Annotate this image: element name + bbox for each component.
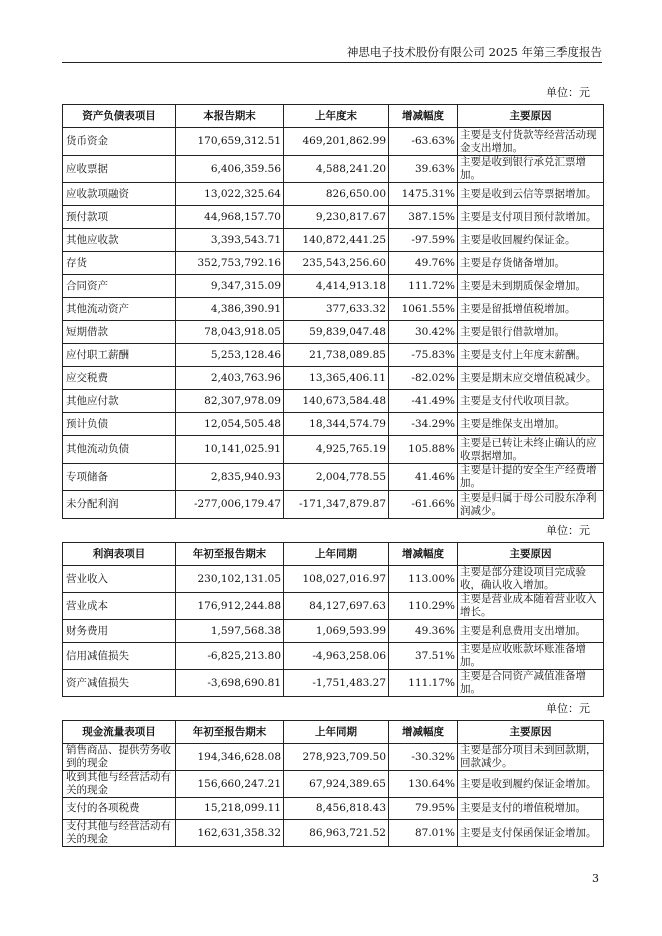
row-item-name: 短期借款 [63,321,176,344]
row-change-percent: 30.42% [389,321,458,344]
row-previous-value: 4,414,913.18 [284,275,389,298]
row-current-value: 9,347,315.09 [176,275,284,298]
row-previous-value: 18,344,574.79 [284,413,389,436]
header-reason: 主要原因 [458,543,604,566]
row-reason: 主要是期末应交增值税减少。 [458,367,604,390]
row-previous-value: 1,069,593.99 [284,620,389,643]
row-change-percent: -75.83% [389,344,458,367]
row-previous-value: 140,872,441.25 [284,229,389,252]
row-reason: 主要是支付项目预付款增加。 [458,206,604,229]
table-row [63,771,604,798]
row-current-value: 2,403,763.96 [176,367,284,390]
row-previous-value: 235,543,256.60 [284,252,389,275]
row-reason: 主要是应收账款坏账准备增加。 [458,643,604,670]
header-previous: 上年度末 [284,105,389,128]
table-row [63,206,604,229]
row-change-percent: 87.01% [389,820,458,847]
row-item-name: 预付款项 [63,206,176,229]
row-previous-value: 377,633.32 [284,298,389,321]
table-row [63,798,604,820]
row-reason: 主要是归属于母公司股东净利润减少。 [458,491,604,519]
row-previous-value: 8,456,818.43 [284,798,389,820]
cash-flow-table [62,720,604,847]
row-current-value: 2,835,940.93 [176,464,284,491]
row-item-name: 资产减值损失 [63,670,176,697]
row-reason: 主要是支付货款等经营活动现金支出增加。 [458,128,604,156]
unit-label-balance: 单位：元 [546,86,590,99]
row-current-value: -3,698,690.81 [176,670,284,697]
row-current-value: 156,660,247.21 [176,771,284,798]
row-change-percent: 387.15% [389,206,458,229]
row-reason: 主要是收回履约保证金。 [458,229,604,252]
row-current-value: 5,253,128.46 [176,344,284,367]
row-change-percent: 111.17% [389,670,458,697]
row-previous-value: 469,201,862.99 [284,128,389,156]
row-reason: 主要是银行借款增加。 [458,321,604,344]
header-change: 增减幅度 [389,543,458,566]
header-reason: 主要原因 [458,721,604,744]
row-item-name: 财务费用 [63,620,176,643]
row-previous-value: 84,127,697.63 [284,593,389,620]
table-row [63,491,604,519]
table-row [63,321,604,344]
row-reason: 主要是留抵增值税增加。 [458,298,604,321]
row-previous-value: -171,347,879.87 [284,491,389,519]
row-item-name: 营业收入 [63,566,176,593]
row-item-name: 支付的各项税费 [63,798,176,820]
row-reason: 主要是部分建设项目完成验收，确认收入增加。 [458,566,604,593]
row-change-percent: -34.29% [389,413,458,436]
row-previous-value: 278,923,709.50 [284,744,389,771]
row-change-percent: -82.02% [389,367,458,390]
row-previous-value: 13,365,406.11 [284,367,389,390]
row-previous-value: -1,751,483.27 [284,670,389,697]
row-reason: 主要是计提的安全生产经费增加。 [458,464,604,491]
table-row [63,252,604,275]
row-change-percent: 49.76% [389,252,458,275]
unit-label-cashflow: 单位：元 [546,702,590,715]
row-change-percent: 130.64% [389,771,458,798]
row-previous-value: 108,027,016.97 [284,566,389,593]
row-change-percent: 39.63% [389,156,458,183]
row-item-name: 其他应付款 [63,390,176,413]
table-row [63,593,604,620]
row-change-percent: -41.49% [389,390,458,413]
unit-label-income: 单位：元 [546,524,590,537]
row-change-percent: 79.95% [389,798,458,820]
row-current-value: 3,393,543.71 [176,229,284,252]
row-item-name: 合同资产 [63,275,176,298]
header-item: 利润表项目 [63,543,176,566]
row-current-value: 13,022,325.64 [176,183,284,206]
row-item-name: 信用减值损失 [63,643,176,670]
row-current-value: 10,141,025.91 [176,436,284,464]
table-row [63,670,604,697]
row-change-percent: 1061.55% [389,298,458,321]
row-item-name: 销售商品、提供劳务收到的现金 [63,744,176,771]
table-row [63,344,604,367]
row-change-percent: 110.29% [389,593,458,620]
row-current-value: 162,631,358.32 [176,820,284,847]
row-reason: 主要是维保支出增加。 [458,413,604,436]
table-row [63,390,604,413]
table-row [63,413,604,436]
row-change-percent: -63.63% [389,128,458,156]
header-previous: 上年同期 [284,721,389,744]
row-reason: 主要是收到银行承兑汇票增加。 [458,156,604,183]
row-item-name: 其他流动负债 [63,436,176,464]
row-current-value: 82,307,978.09 [176,390,284,413]
row-reason: 主要是存货储备增加。 [458,252,604,275]
row-current-value: 352,753,792.16 [176,252,284,275]
table-row [63,620,604,643]
row-item-name: 营业成本 [63,593,176,620]
report-header-title: 神思电子技术股份有限公司 2025 年第三季度报告 [346,45,602,59]
row-reason: 主要是支付代收项目款。 [458,390,604,413]
table-row [63,643,604,670]
row-reason: 主要是合同资产减值准备增加。 [458,670,604,697]
page-number: 3 [592,872,599,885]
row-previous-value: 826,650.00 [284,183,389,206]
header-divider [62,62,602,63]
table-row [63,566,604,593]
row-item-name: 专项储备 [63,464,176,491]
table-header-row [63,105,604,128]
row-change-percent: 113.00% [389,566,458,593]
row-change-percent: 37.51% [389,643,458,670]
row-previous-value: 140,673,584.48 [284,390,389,413]
row-change-percent: -61.66% [389,491,458,519]
row-change-percent: -30.32% [389,744,458,771]
row-item-name: 未分配利润 [63,491,176,519]
header-reason: 主要原因 [458,105,604,128]
row-previous-value: 9,230,817.67 [284,206,389,229]
row-change-percent: 1475.31% [389,183,458,206]
header-change: 增减幅度 [389,105,458,128]
row-current-value: 176,912,244.88 [176,593,284,620]
table-row [63,156,604,183]
row-item-name: 预计负债 [63,413,176,436]
row-reason: 主要是利息费用支出增加。 [458,620,604,643]
table-row [63,367,604,390]
row-previous-value: 4,588,241.20 [284,156,389,183]
row-item-name: 存货 [63,252,176,275]
row-item-name: 支付其他与经营活动有关的现金 [63,820,176,847]
row-item-name: 应收票据 [63,156,176,183]
row-item-name: 货币资金 [63,128,176,156]
row-item-name: 其他应收款 [63,229,176,252]
row-current-value: 78,043,918.05 [176,321,284,344]
table-row [63,128,604,156]
row-reason: 主要是支付上年度末薪酬。 [458,344,604,367]
row-current-value: 4,386,390.91 [176,298,284,321]
table-row [63,183,604,206]
row-current-value: 6,406,359.56 [176,156,284,183]
row-previous-value: 59,839,047.48 [284,321,389,344]
row-change-percent: 49.36% [389,620,458,643]
row-change-percent: 105.88% [389,436,458,464]
row-item-name: 应付职工薪酬 [63,344,176,367]
row-previous-value: 67,924,389.65 [284,771,389,798]
row-previous-value: -4,963,258.06 [284,643,389,670]
table-row [63,744,604,771]
row-change-percent: 111.72% [389,275,458,298]
table-row [63,436,604,464]
header-change: 增减幅度 [389,721,458,744]
table-header-row [63,543,604,566]
row-reason: 主要是收到履约保证金增加。 [458,771,604,798]
row-current-value: -277,006,179.47 [176,491,284,519]
row-item-name: 应收款项融资 [63,183,176,206]
header-current: 本报告期末 [176,105,284,128]
row-previous-value: 86,963,721.52 [284,820,389,847]
row-reason: 主要是未到期质保金增加。 [458,275,604,298]
balance-sheet-table [62,104,604,519]
table-row [63,229,604,252]
row-item-name: 其他流动资产 [63,298,176,321]
row-item-name: 收到其他与经营活动有关的现金 [63,771,176,798]
row-reason: 主要是支付保函保证金增加。 [458,820,604,847]
header-current: 年初至报告期末 [176,721,284,744]
row-reason: 主要是支付的增值税增加。 [458,798,604,820]
header-item: 资产负债表项目 [63,105,176,128]
row-item-name: 应交税费 [63,367,176,390]
row-previous-value: 4,925,765.19 [284,436,389,464]
table-header-row [63,721,604,744]
row-current-value: 230,102,131.05 [176,566,284,593]
header-previous: 上年同期 [284,543,389,566]
row-current-value: 44,968,157.70 [176,206,284,229]
row-current-value: 1,597,568.38 [176,620,284,643]
header-current: 年初至报告期末 [176,543,284,566]
row-current-value: 194,346,628.08 [176,744,284,771]
row-current-value: 170,659,312.51 [176,128,284,156]
table-row [63,275,604,298]
row-previous-value: 2,004,778.55 [284,464,389,491]
row-reason: 主要是收到云信等票据增加。 [458,183,604,206]
row-current-value: -6,825,213.80 [176,643,284,670]
table-row [63,464,604,491]
row-change-percent: 41.46% [389,464,458,491]
row-current-value: 15,218,099.11 [176,798,284,820]
row-reason: 主要是部分项目未到回款期，回款减少。 [458,744,604,771]
table-row [63,298,604,321]
row-current-value: 12,054,505.48 [176,413,284,436]
row-reason: 主要是营业成本随着营业收入增长。 [458,593,604,620]
row-previous-value: 21,738,089.85 [284,344,389,367]
income-statement-table [62,542,604,697]
header-item: 现金流量表项目 [63,721,176,744]
row-reason: 主要是已转让未终止确认的应收票据增加。 [458,436,604,464]
row-change-percent: -97.59% [389,229,458,252]
table-row [63,820,604,847]
